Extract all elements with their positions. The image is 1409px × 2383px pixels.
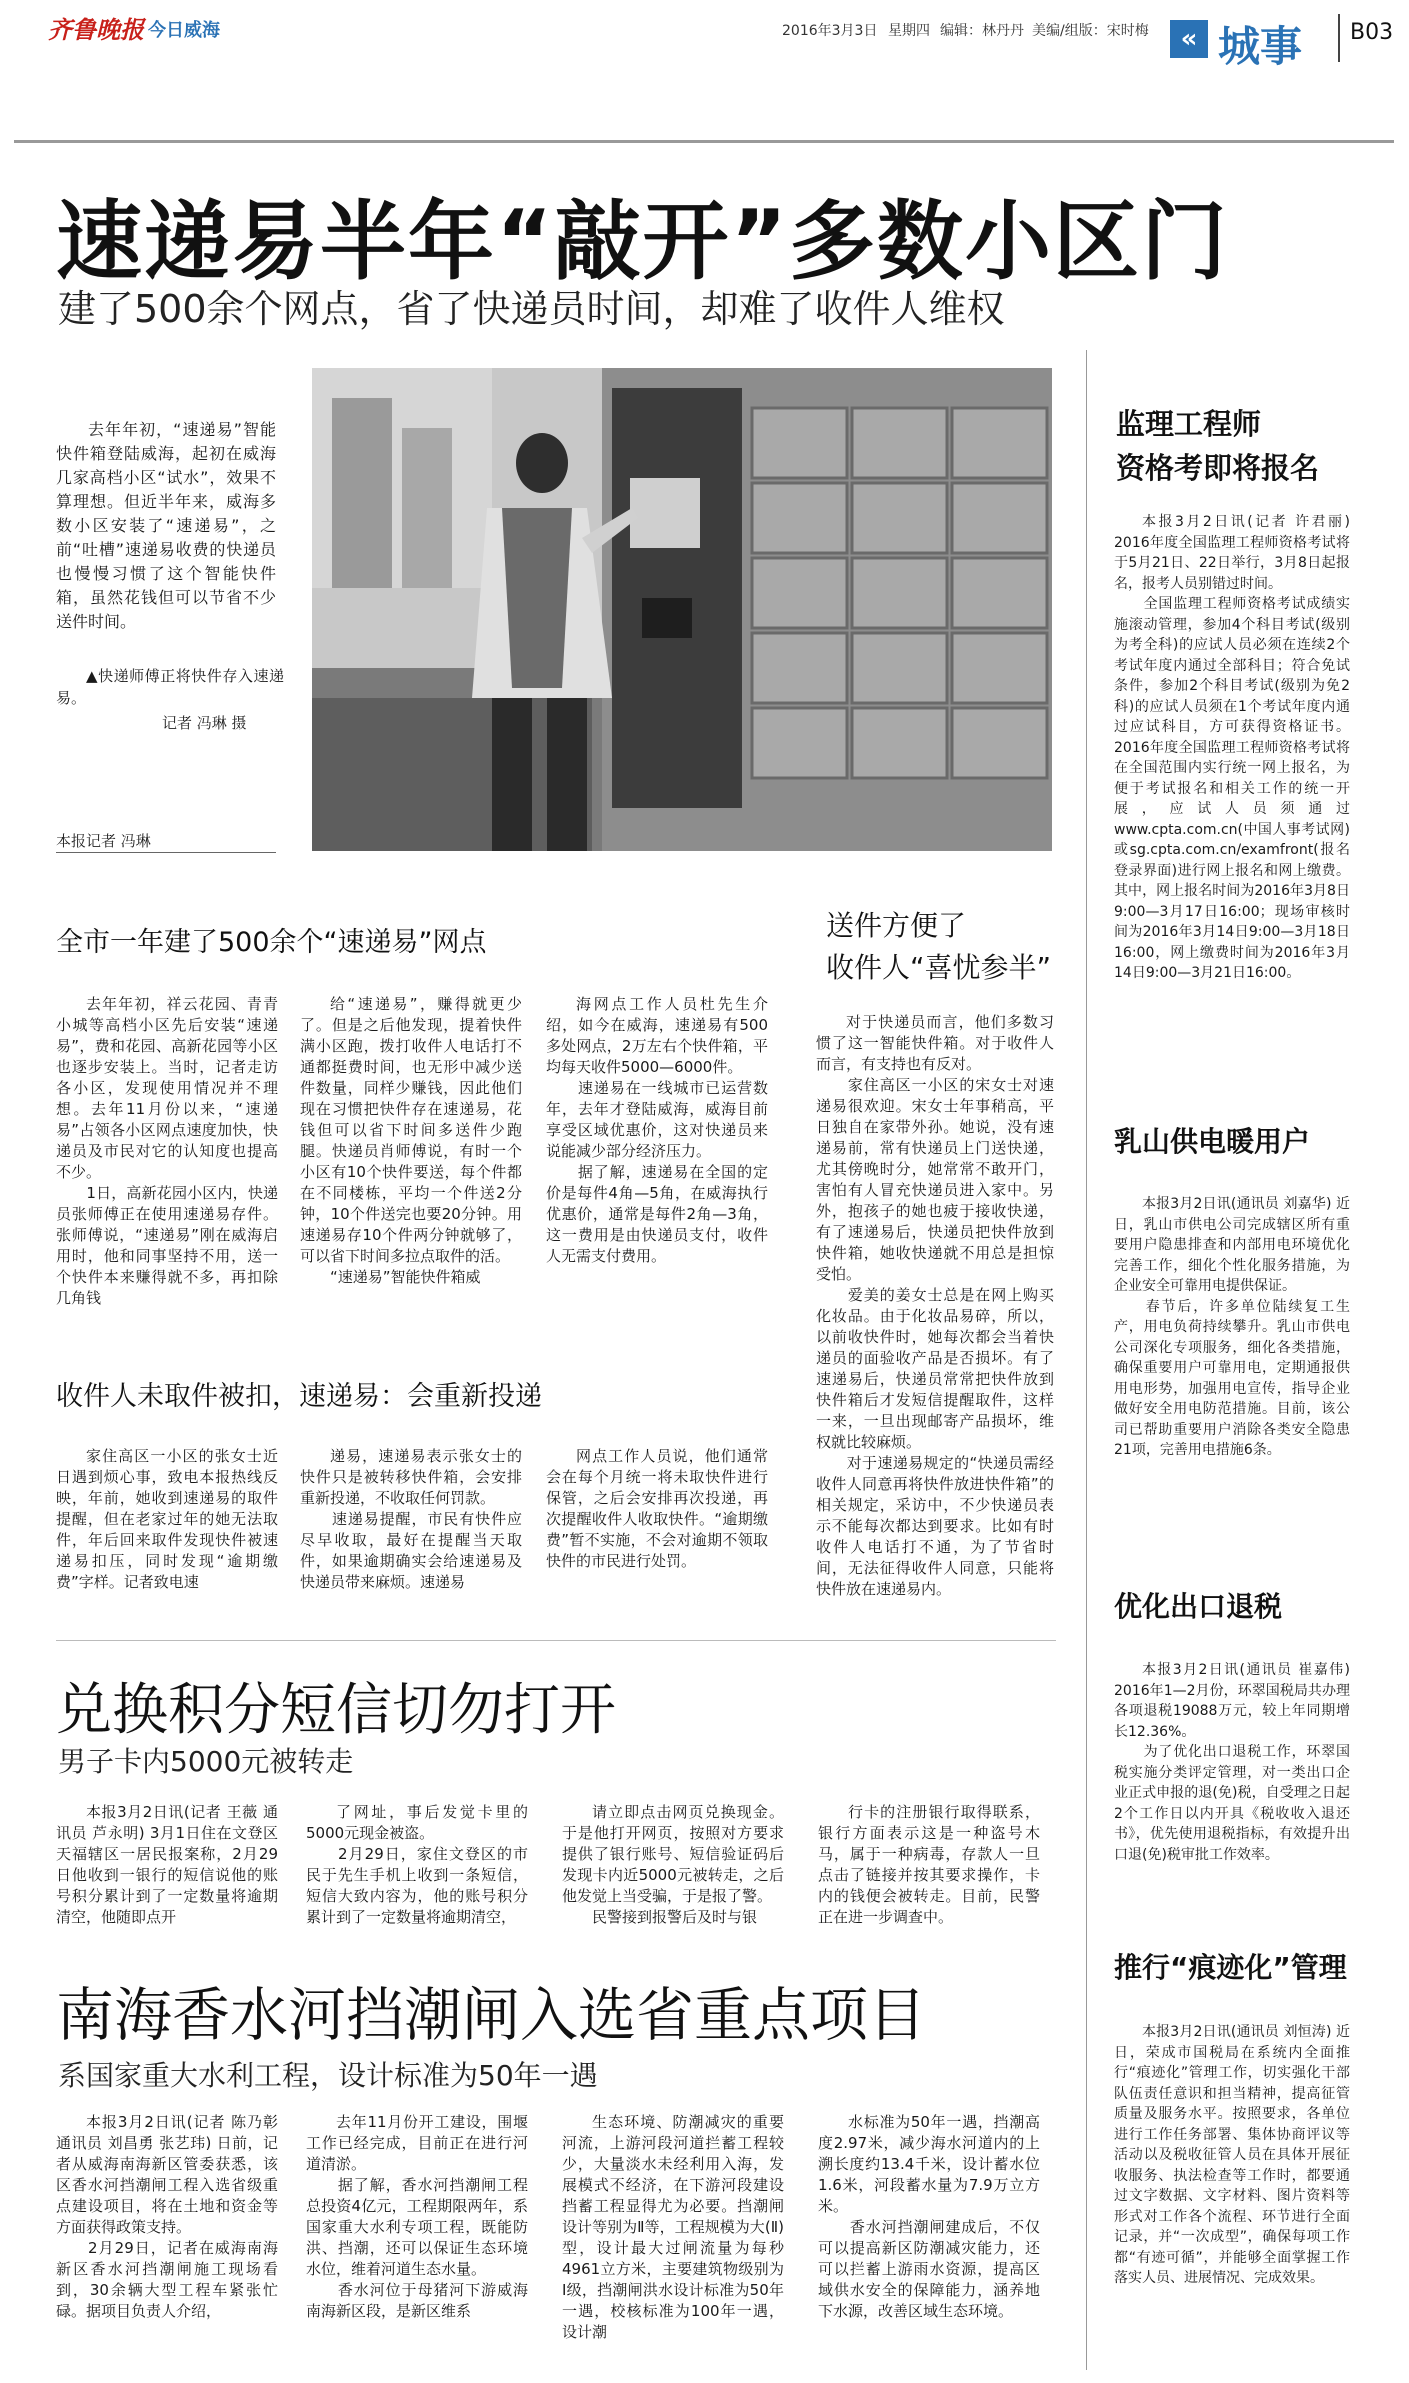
section2-title: 收件人未取件被扣，速递易：会重新投递 bbox=[56, 1381, 542, 1412]
section3-col: 对于快递员而言，他们多数习惯了这一智能快件箱。对于收件人而言，有支持也有反对。 家住高区一小区的宋女士对速递易很欢迎。宋女士年事稍高，平日独自在家带外孙。她说，没有速递易前，常有快递员上门送快递，尤其傍晚时分，她常常不敢开门，害怕有人冒充快递员进入家中。另外，抱孩子的她也疲于接收快递，有了速递易后，快递员把快件放到快件箱，她收快递就不用总是担惊受怕。 爱美的姜女士总是在网上购买化妆品。由于化妆品易碎，所以，以前收快件时，她每次都会当着快递员的面验收产品是否损坏。有了速递易后，快递员常常把快件放到快件箱后才发短信提醒取件，这样一来，一旦出现邮寄产品损坏，维权就比较麻烦。 对于速递易规定的“快递员需经收件人同意再将快件放进快件箱”的相关规定，采访中，不少快递员表示不能每次都达到要求。比如有时收件人电话打不通，为了节省时间，无法征得收件人同意，只能将快件放在速递易内。 bbox=[816, 1013, 1054, 1598]
sidebar-3-title: 优化出口退税 bbox=[1114, 1590, 1283, 1623]
section-tab bbox=[1170, 8, 1320, 72]
sidebar-2-title: 乳山供电暖用户 bbox=[1114, 1125, 1311, 1158]
sidebar-4-title: 推行“痕迹化”管理 bbox=[1114, 1951, 1347, 1984]
edition-label: 今日威海 bbox=[148, 20, 220, 41]
photo-credit: 记者 冯琳 摄 bbox=[162, 714, 247, 732]
sidebar-1-body: 本报3月2日讯(记者 许君丽) 2016年度全国监理工程师资格考试将于5月21日、22日举行，3月8日起报名，报考人员别错过时间。 全国监理工程师资格考试成绩实施滚动管理，参加4个科目考试(级别为考全科)的应试人员必须在连续2个考试年度内通过全部科目；符合免试条件，参加2个科目考试(级别为免2科)的应试人员须在1个考试年度内通过应试科目，方可获得资格证书。2016年度全国监理工程师资格考试将在全国范围内实行统一网上报名，为便于考试报名和相关工作的统一开展，应试人员须通过www.cpta.com.cn(中国人事考试网)或sg.cpta.com.cn/examfront(报名登录界面)进行网上报名和网上缴费。其中，网上报名时间为2016年3月8日9:00—3月17日16:00；现场审核时间为2016年3月14日9:00—3月18日16:00，网上缴费时间为2016年3月14日9:00—3月21日16:00。 bbox=[1114, 514, 1350, 981]
story3-col2: 去年11月份开工建设，围堰工作已经完成，目前正在进行河道清淤。 据了解，香水河挡潮闸工程总投资4亿元，工程期限两年，系国家重大水利专项工程，既能防洪、挡潮，还可以保证生态环境水位，维着河道生态水量。 香水河位于母猪河下游威海南海新区段，是新区维系 bbox=[306, 2113, 528, 2320]
masthead-rule bbox=[14, 140, 1394, 143]
parcel-locker-photo bbox=[312, 368, 1052, 851]
story2-col1: 本报3月2日讯(记者 王薇 通讯员 芦永明) 3月1日住在文登区天福辖区一居民报案称，2月29日他收到一银行的短信说他的账号积分累计到了一定数量将逾期清空，他随即点开 bbox=[56, 1803, 278, 1926]
sidebar-3-body: 本报3月2日讯(通讯员 崔嘉伟) 2016年1—2月份，环翠国税局共办理各项退税19088万元，较上年同期增长12.36%。 为了优化出口退税工作，环翠国税实施分类评定管理，对一类出口企业正式申报的退(免)税，自受理之日起2个工作日以内开具《税收收入退还书》，优先使用退税指标，有效提升出口退(免)税审批工作效率。 bbox=[1114, 1662, 1350, 1863]
masthead-designer: 美编/组版：宋时梅 bbox=[1032, 23, 1149, 39]
sidebar-4-body: 本报3月2日讯(通讯员 刘恒涛) 近日，荣成市国税局在系统内全面推行“痕迹化”管理工作，切实强化干部队伍责任意识和担当精神，提高征管质量及服务水平。按照要求，各单位进行工作任务部署、集体协商评议等活动以及税收征管人员在具体开展征收服务、执法检查等工作时，都要通过文字数据、文字材料、图片资料等形式对工作各个流程、环节进行全面记录，并“一次成型”，确保每项工作都“有迹可循”，并能够全面掌握工作落实人员、进展情况、完成效果。 bbox=[1114, 2024, 1350, 2286]
masthead bbox=[0, 0, 1409, 150]
lead-byline: 本报记者 冯琳 bbox=[56, 832, 151, 850]
story2-headline: 兑换积分短信切勿打开 bbox=[56, 1678, 616, 1743]
story2-subheadline: 男子卡内5000元被转走 bbox=[58, 1745, 354, 1778]
paper-logo: 齐鲁晚报 bbox=[48, 15, 144, 44]
sidebar-1-title: 监理工程师 资格考即将报名 bbox=[1116, 407, 1320, 485]
story3-col3: 生态环境、防潮减灾的重要河流，上游河段河道拦蓄工程较少，大量淡水未经利用入海，发展模式不经济，在下游河段建设挡蓄工程显得尤为必要。挡潮闸设计等别为Ⅱ等，工程规模为大(Ⅱ)型，设计最大过闸流量为每秒4961立方米，主要建筑物级别为Ⅰ级，挡潮闸洪水设计标准为50年一遇，校核标准为100年一遇，设计潮 bbox=[562, 2113, 784, 2341]
story3-subheadline: 系国家重大水利工程，设计标准为50年一遇 bbox=[58, 2059, 598, 2092]
section2-col2: 递易，速递易表示张女士的快件只是被转移快件箱，会安排重新投递，不收取任何罚款。 速递易提醒，市民有快件应尽早收取，最好在提醒当天取件，如果逾期确实会给速递易及快递员带来麻烦。速递易 bbox=[300, 1447, 522, 1591]
section1-col1: 去年年初，祥云花园、青青小城等高档小区先后安装“速递易”，费和花园、高新花园等小区也逐步安装上。当时，记者走访各小区，发现使用情况并不理想。去年11月份以来，“速递易”占领各小区网点速度加快，快递员及市民对它的认知度也提高不少。 1日，高新花园小区内，快递员张师傅正在使用速递易存件。张师傅说，“速递易”刚在威海启用时，他和同事坚持不用，送一个快件本来赚得就不多，再扣除几角钱 bbox=[56, 995, 278, 1307]
story3-col1: 本报3月2日讯(记者 陈乃彰 通讯员 刘昌勇 张艺玮) 日前，记者从威海南海新区管委获悉，该区香水河挡潮闸工程入选省级重点建设项目，将在土地和资金等方面获得政策支持。 2月29日，记者在威海南海新区香水河挡潮闸施工现场看到，30余辆大型工程车紧张忙碌。据项目负责人介绍， bbox=[56, 2113, 278, 2320]
sidebar-divider bbox=[1086, 350, 1087, 2370]
section2-col1: 家住高区一小区的张女士近日遇到烦心事，致电本报热线反映，年前，她收到速递易的取件提醒，但在老家过年的她无法取件，年后回来取件发现快件被速递易扣压，同时发现“逾期缴费”字样。记者致电速 bbox=[56, 1447, 278, 1591]
lead-headline: 速递易半年“敲开”多数小区门 bbox=[56, 192, 1230, 292]
story3-headline: 南海香水河挡潮闸入选省重点项目 bbox=[56, 1981, 927, 2049]
section1-title: 全市一年建了500余个“速递易”网点 bbox=[56, 927, 487, 958]
double-chevron-left-icon: « bbox=[1170, 20, 1208, 58]
story2-col4: 行卡的注册银行取得联系，银行方面表示这是一种盗号木马，属于一种病毒，存款人一旦点击了链接并按其要求操作，卡内的钱便会被转走。目前，民警正在进一步调查中。 bbox=[818, 1803, 1040, 1926]
story2-col3: 请立即点击网页兑换现金。于是他打开网页，按照对方要求提供了银行账号、短信验证码后发现卡内近5000元被转走，之后他发觉上当受骗，于是报了警。 民警接到报警后及时与银 bbox=[562, 1803, 784, 1926]
story2-col2: 了网址，事后发觉卡里的5000元现金被盗。 2月29日，家住文登区的市民于先生手机上收到一条短信，短信大致内容为，他的账号积分累计到了一定数量将逾期清空， bbox=[306, 1803, 528, 1926]
story3-col4: 水标准为50年一遇，挡潮高度2.97米，减少海水河道内的上溯长度约13.4千米，设计蓄水位1.6米，河段蓄水量为7.9万立方米。 香水河挡潮闸建成后，不仅可以提高新区防潮减灾能力，还可以拦蓄上游雨水资源，提高区域供水安全的保障能力，涵养地下水源，改善区域生态环境。 bbox=[818, 2113, 1040, 2320]
lead-photo bbox=[312, 368, 1052, 851]
masthead-weekday: 星期四 bbox=[888, 23, 930, 39]
page-number: B03 bbox=[1350, 20, 1394, 45]
lead-intro bbox=[56, 370, 276, 658]
section2-col3: 网点工作人员说，他们通常会在每个月统一将未取快件进行保管，之后会安排再次投递，再次提醒收件人收取快件。“逾期缴费”暂不实施，不会对逾期不领取快件的市民进行处罚。 bbox=[546, 1447, 768, 1570]
masthead-date: 2016年3月3日 bbox=[782, 23, 878, 39]
sidebar-2-body: 本报3月2日讯(通讯员 刘嘉华) 近日，乳山市供电公司完成辖区所有重要用户隐患排查和内部用电环境优化完善工作，细化个性化服务措施，为企业安全可靠用电提供保证。 春节后，许多单位陆续复工生产，用电负荷持续攀升。乳山市供电公司深化专项服务，细化各类措施，确保重要用户可靠用电，定期通报供用电形势，加强用电宣传，指导企业做好安全用电防范措施。目前，该公司已帮助重要用户消除各类安全隐患21项，完善用电措施6条。 bbox=[1114, 1196, 1350, 1458]
lead-intro-text: 去年年初，“速递易”智能快件箱登陆威海，起初在威海几家高档小区“试水”，效果不算理想。但近半年来，威海多数小区安装了“速递易”，之前“吐槽”速递易收费的快递员也慢慢习惯了这个智能快件箱，虽然花钱但可以节省不少送件时间。 bbox=[56, 420, 276, 631]
lead-subheadline: 建了500余个网点，省了快递员时间，却难了收件人维权 bbox=[58, 287, 1005, 331]
photo-caption: ▲快递师傅正将快件存入速递易。 bbox=[56, 667, 284, 707]
section3-title: 送件方便了 收件人“喜忧参半” bbox=[826, 909, 1052, 984]
section1-col3: 海网点工作人员杜先生介绍，如今在威海，速递易有500多处网点，2万左右个快件箱，平均每天收件5000—6000件。 速递易在一线城市已运营数年，去年才登陆威海，威海目前享受区域优惠价，这对快递员来说能减少部分经济压力。 据了解，速递易在全国的定价是每件4角—5角，在威海执行优惠价，通常是每件2角—3角，这一费用是由快递员支付，收件人无需支付费用。 bbox=[546, 995, 768, 1265]
section1-col2: 给“速递易”，赚得就更少了。但是之后他发现，提着快件满小区跑，拨打收件人电话打不通都挺费时间，也无形中减少送件数量，同样少赚钱，因此他们现在习惯把快件存在速递易，花钱但可以省下时间多送件少跑腿。快递员肖师傅说，有时一个小区有10个快件要送，每个件都在不同楼栋，平均一个件送2分钟，10个件送完也要20分钟。用速递易存10个件两分钟就够了，可以省下时间多拉点取件的活。 “速递易”智能快件箱威 bbox=[300, 995, 522, 1286]
masthead-editor: 编辑：林丹丹 bbox=[940, 23, 1024, 39]
section-name: 城事 bbox=[1218, 22, 1303, 71]
